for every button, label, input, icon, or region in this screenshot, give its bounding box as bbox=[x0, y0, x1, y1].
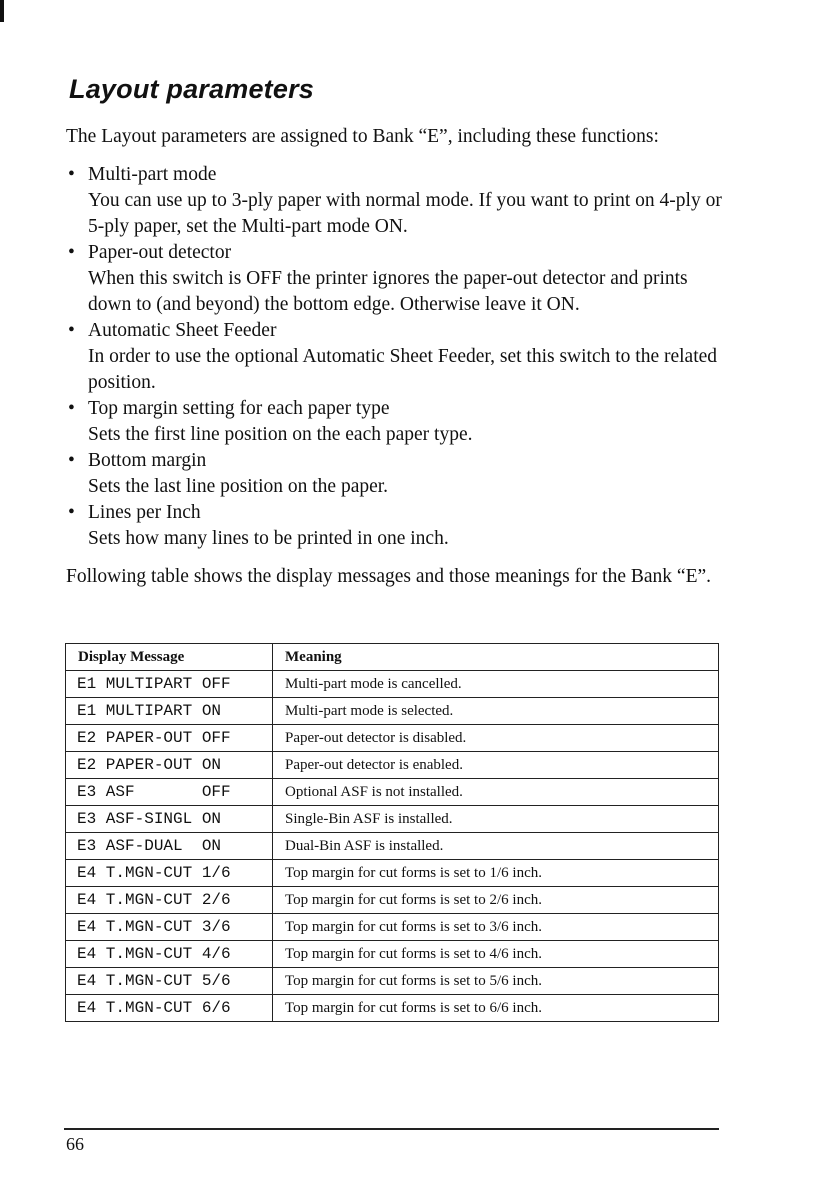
meaning-cell: Top margin for cut forms is set to 3/6 inch. bbox=[273, 914, 719, 941]
table-intro-paragraph: Following table shows the display messages and those meanings for the Bank “E”. bbox=[66, 566, 712, 587]
meaning-cell: Dual-Bin ASF is installed. bbox=[273, 833, 719, 860]
meaning-cell: Top margin for cut forms is set to 5/6 inch. bbox=[273, 968, 719, 995]
display-cell: E4 T.MGN-CUT 6/6 bbox=[66, 995, 273, 1022]
table-row bbox=[66, 860, 719, 887]
meaning-cell: Paper-out detector is disabled. bbox=[273, 725, 719, 752]
table-row bbox=[66, 887, 719, 914]
display-cell: E3 ASF-SINGL ON bbox=[66, 806, 273, 833]
meaning-cell: Top margin for cut forms is set to 6/6 inch. bbox=[273, 995, 719, 1022]
feature-description: Sets the last line position on the paper. bbox=[88, 476, 389, 497]
list-item bbox=[66, 162, 726, 240]
display-cell: E3 ASF-DUAL ON bbox=[66, 833, 273, 860]
meaning-cell: Multi-part mode is cancelled. bbox=[273, 671, 719, 698]
column-header-display: Display Message bbox=[66, 644, 273, 671]
feature-name: Automatic Sheet Feeder bbox=[88, 320, 277, 341]
table-header-row bbox=[66, 644, 719, 671]
intro-paragraph: The Layout parameters are assigned to Bank “E”, including these functions: bbox=[66, 126, 659, 147]
display-cell: E4 T.MGN-CUT 2/6 bbox=[66, 887, 273, 914]
display-message-table bbox=[65, 643, 719, 1022]
meaning-cell: Multi-part mode is selected. bbox=[273, 698, 719, 725]
feature-description: Sets how many lines to be printed in one inch. bbox=[88, 528, 449, 549]
table-row bbox=[66, 698, 719, 725]
feature-description: When this switch is OFF the printer ignores the paper-out detector and prints down to (and beyond) the bottom edge. Otherwise leave it ON. bbox=[88, 268, 688, 315]
footer-rule bbox=[64, 1128, 719, 1130]
table-row bbox=[66, 941, 719, 968]
display-cell: E2 PAPER-OUT ON bbox=[66, 752, 273, 779]
meaning-cell: Top margin for cut forms is set to 1/6 inch. bbox=[273, 860, 719, 887]
table-row bbox=[66, 914, 719, 941]
feature-name: Multi-part mode bbox=[88, 164, 217, 185]
feature-name: Paper-out detector bbox=[88, 242, 232, 263]
table-row bbox=[66, 779, 719, 806]
bullet-icon: • bbox=[68, 320, 75, 341]
meaning-cell: Paper-out detector is enabled. bbox=[273, 752, 719, 779]
table-row bbox=[66, 725, 719, 752]
meaning-cell: Top margin for cut forms is set to 2/6 inch. bbox=[273, 887, 719, 914]
display-cell: E1 MULTIPART ON bbox=[66, 698, 273, 725]
bullet-icon: • bbox=[68, 398, 75, 419]
section-title: Layout parameters bbox=[69, 74, 314, 104]
display-cell: E4 T.MGN-CUT 1/6 bbox=[66, 860, 273, 887]
list-item bbox=[66, 500, 726, 552]
meaning-cell: Top margin for cut forms is set to 4/6 inch. bbox=[273, 941, 719, 968]
page-number: 66 bbox=[66, 1134, 84, 1154]
meaning-cell: Single-Bin ASF is installed. bbox=[273, 806, 719, 833]
list-item bbox=[66, 318, 726, 396]
list-item bbox=[66, 448, 726, 500]
list-item bbox=[66, 240, 726, 318]
display-cell: E1 MULTIPART OFF bbox=[66, 671, 273, 698]
display-cell: E2 PAPER-OUT OFF bbox=[66, 725, 273, 752]
bullet-icon: • bbox=[68, 502, 75, 523]
display-cell: E4 T.MGN-CUT 3/6 bbox=[66, 914, 273, 941]
bullet-icon: • bbox=[68, 242, 75, 263]
list-item bbox=[66, 396, 726, 448]
feature-list bbox=[66, 162, 726, 552]
table-row bbox=[66, 995, 719, 1022]
feature-name: Lines per Inch bbox=[88, 502, 201, 523]
feature-description: You can use up to 3-ply paper with normal mode. If you want to print on 4-ply or 5-ply paper, set the Multi-part mode ON. bbox=[88, 190, 722, 237]
table-row bbox=[66, 671, 719, 698]
bullet-icon: • bbox=[68, 164, 75, 185]
table-row bbox=[66, 968, 719, 995]
crop-mark bbox=[0, 0, 4, 22]
table-row bbox=[66, 833, 719, 860]
feature-name: Top margin setting for each paper type bbox=[88, 398, 390, 419]
display-cell: E4 T.MGN-CUT 4/6 bbox=[66, 941, 273, 968]
table-row bbox=[66, 752, 719, 779]
feature-name: Bottom margin bbox=[88, 450, 207, 471]
feature-description: Sets the first line position on the each paper type. bbox=[88, 424, 473, 445]
bullet-icon: • bbox=[68, 450, 75, 471]
meaning-cell: Optional ASF is not installed. bbox=[273, 779, 719, 806]
table-row bbox=[66, 806, 719, 833]
display-cell: E3 ASF OFF bbox=[66, 779, 273, 806]
column-header-meaning: Meaning bbox=[273, 644, 719, 671]
feature-description: In order to use the optional Automatic Sheet Feeder, set this switch to the related position. bbox=[88, 346, 718, 393]
display-cell: E4 T.MGN-CUT 5/6 bbox=[66, 968, 273, 995]
